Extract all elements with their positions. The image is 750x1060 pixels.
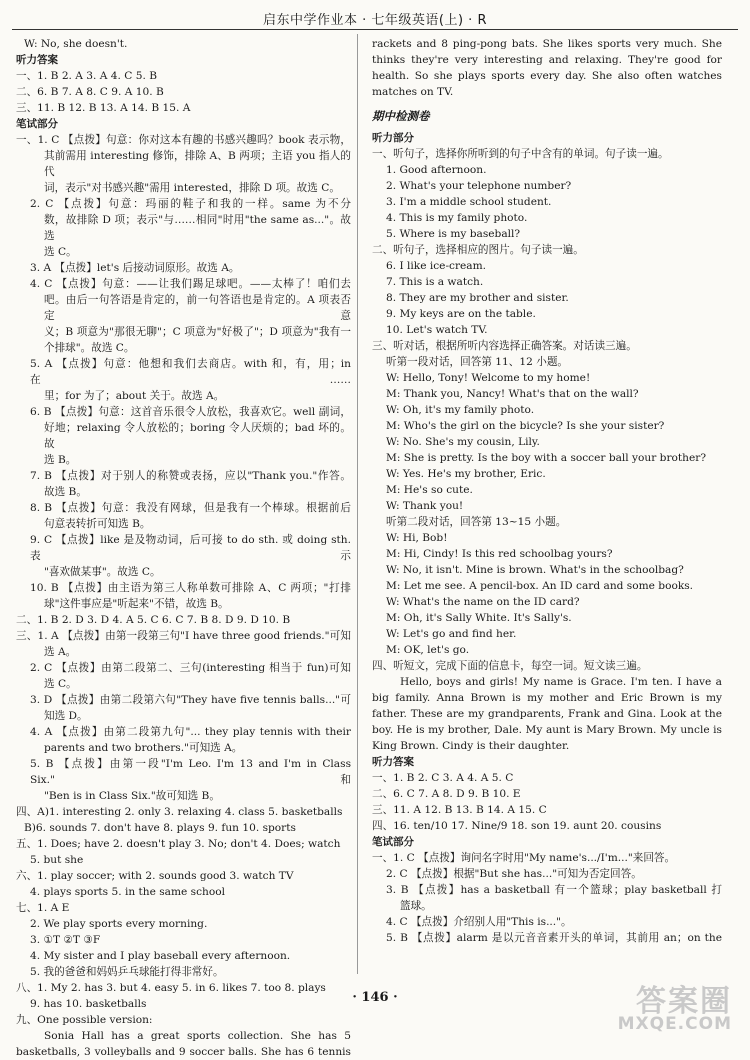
text-line: 2. What's your telephone number?: [386, 180, 572, 192]
text-line: big family. Anna Brown is my mother and Eric Brown is my: [372, 692, 722, 704]
text-line: 选 C。: [44, 246, 77, 258]
text-line: 3. A 【点拨】let's 后接动词原形。故选 A。: [30, 262, 240, 274]
text-line: 听第一段对话，回答第 11、12 小题。: [386, 356, 569, 368]
text-line: W: Thank you!: [386, 500, 464, 512]
text-line: 3. B 【点拨】has a basketball 有一个篮球；play basketball 打: [386, 884, 722, 896]
text-line: 一、1. B 2. A 3. A 4. C 5. B: [16, 70, 158, 82]
text-line: W: No, she doesn't.: [24, 38, 128, 50]
text-line: 六、1. play soccer; with 2. sounds good 3. watch TV: [16, 870, 294, 882]
text-line: W: No. She's my cousin, Lily.: [386, 436, 540, 448]
text-line: King Brown. Cindy is their daughter.: [372, 740, 570, 752]
text-line: 2. C 【点拨】句意：玛丽的鞋子和我的一样。same 为不分: [30, 198, 351, 210]
text-line: 句意表转折可知选 B。: [44, 518, 151, 530]
text-line: 9. My keys are on the table.: [386, 308, 536, 320]
text-line: 8. B 【点拨】句意：我没有网球，但是我有一个棒球。根据前后: [30, 502, 351, 514]
text-line: 4. plays sports 5. in the same school: [30, 886, 226, 898]
text-line: 三、听对话，根据所听内容选择正确答案。对话读三遍。: [372, 340, 637, 352]
text-line: 笔试部分: [372, 836, 414, 848]
right-column: [372, 36, 722, 946]
text-line: 2. C 【点拨】根据"But she has..."可知为否定回答。: [386, 868, 642, 880]
text-line: M: Who's the girl on the bicycle? Is she your sister?: [386, 420, 665, 432]
text-line: W: Oh, it's my family photo.: [386, 404, 535, 416]
text-line: M: Thank you, Nancy! What's that on the wall?: [386, 388, 639, 400]
text-line: 一、1. C 【点拨】句意：你对这本有趣的书感兴趣吗？book 表示物，: [16, 134, 351, 146]
text-line: 吧。由后一句答语是肯定的，前一句答语也是肯定的。A 项表否定意: [44, 294, 351, 322]
text-line: 选 A。: [44, 646, 77, 658]
text-line: 5. B 【点拨】由第一段"I'm Leo. I'm 13 and I'm in Class Six."和: [30, 758, 351, 786]
text-line: 一、1. B 2. C 3. A 4. A 5. C: [372, 772, 514, 784]
text-line: 好地；relaxing 令人放松的；boring 令人厌烦的；bad 坏的。故: [44, 422, 351, 450]
header-rule: [12, 29, 738, 30]
text-line: 7. B 【点拨】对于别人的称赞或表扬，应以"Thank you."作答。: [30, 470, 351, 482]
text-line: M: He's so cute.: [386, 484, 473, 496]
text-line: 词，表示"对书感兴趣"需用 interested，排除 D 项。故选 C。: [44, 182, 340, 194]
text-line: 四、听短文，完成下面的信息卡，每空一词。短文读三遍。: [372, 660, 648, 672]
text-line: 听第二段对话，回答第 13~15 小题。: [386, 516, 567, 528]
text-line: thinks they're very interesting and relaxing. They're good for: [372, 54, 722, 66]
text-line: basketballs, 3 volleyballs and 9 soccer balls. She has 6 tennis: [16, 1046, 351, 1058]
text-line: 期中检测卷: [372, 109, 430, 123]
text-line: "喜欢做某事"。故选 C。: [44, 566, 161, 578]
text-line: 7. This is a watch.: [386, 276, 484, 288]
text-line: "Ben is in Class Six."故可知选 B。: [44, 790, 220, 802]
text-line: 3. ①T ②T ③F: [30, 934, 101, 946]
text-line: 二、6. C 7. A 8. D 9. B 10. E: [372, 788, 521, 800]
text-line: 听力答案: [372, 756, 414, 768]
text-line: M: Oh, it's Sally White. It's Sally's.: [386, 612, 572, 624]
text-line: Sonia Hall has a great sports collection. She has 5: [44, 1030, 351, 1042]
text-line: 故选 B。: [44, 486, 87, 498]
text-line: 4. A 【点拨】由第二段第九句"... they play tennis with their: [30, 726, 351, 738]
text-line: 篮球。: [400, 900, 432, 912]
text-line: 个排球"。故选 C。: [44, 342, 135, 354]
text-line: health. So she plays sports every day. She also often watches: [372, 70, 722, 82]
text-line: M: She is pretty. Is the boy with a soccer ball your brother?: [386, 452, 706, 464]
text-line: boy. He is my brother, Dale. My aunt is Mary Brown. My uncle is: [372, 724, 722, 736]
text-line: father. These are my grandparents, Frank and Gina. Look at the: [372, 708, 722, 720]
text-line: 4. C 【点拨】介绍别人用"This is..."。: [386, 916, 572, 928]
text-line: matches on TV.: [372, 86, 454, 98]
text-line: 听力答案: [16, 54, 58, 66]
text-line: W: Hello, Tony! Welcome to my home!: [386, 372, 591, 384]
text-line: 10. Let's watch TV.: [386, 324, 488, 336]
column-divider: [357, 34, 358, 974]
text-line: B)6. sounds 7. don't have 8. plays 9. fun 10. sports: [24, 822, 296, 834]
text-line: 七、1. A E: [16, 902, 70, 914]
header-title: 启东中学作业本 · 七年级英语(上) · R: [263, 13, 487, 28]
text-line: 三、1. A 【点拨】由第一段第三句"I have three good friends."可知: [16, 630, 351, 642]
text-line: 3. D 【点拨】由第二段第六句"They have five tennis balls..."可: [30, 694, 351, 706]
text-line: W: No, it isn't. Mine is brown. What's in the schoolbag?: [386, 564, 684, 576]
text-line: 6. I like ice-cream.: [386, 260, 487, 272]
watermark-url: MXQE.COM: [617, 1014, 732, 1034]
text-line: 4. This is my family photo.: [386, 212, 528, 224]
text-line: 三、11. B 12. B 13. A 14. B 15. A: [16, 102, 191, 114]
text-line: W: Hi, Bob!: [386, 532, 448, 544]
text-line: 3. I'm a middle school student.: [386, 196, 552, 208]
text-line: 知选 D。: [44, 710, 88, 722]
text-line: 二、1. B 2. D 3. D 4. A 5. C 6. C 7. B 8. D 9. D 10. B: [16, 614, 291, 626]
page-header: [0, 0, 750, 30]
text-line: 听力部分: [372, 132, 414, 144]
text-line: 5. 我的爸爸和妈妈乒乓球能打得非常好。: [30, 966, 224, 978]
text-line: 其前需用 interesting 修饰，排除 A、B 两项；主语 you 指人的代: [44, 150, 351, 178]
text-line: 5. A 【点拨】句意：他想和我们去商店。with 和，有，用；in 在……: [30, 358, 351, 386]
text-line: 笔试部分: [16, 118, 58, 130]
text-line: 球"这件事应是"听起来"不错，故选 B。: [44, 598, 229, 610]
text-line: 五、1. Does; have 2. doesn't play 3. No; don't 4. Does; watch: [16, 838, 341, 850]
text-line: 九、One possible version:: [16, 1014, 153, 1026]
text-line: 9. has 10. basketballs: [30, 998, 147, 1010]
text-line: parents and two brothers."可知选 A。: [44, 742, 243, 754]
text-line: W: What's the name on the ID card?: [386, 596, 580, 608]
text-line: 四、A)1. interesting 2. only 3. relaxing 4. class 5. basketballs: [16, 806, 343, 818]
text-line: 4. C 【点拨】句意：——让我们踢足球吧。——太棒了！咱们去: [30, 278, 351, 290]
text-line: 2. We play sports every morning.: [30, 918, 208, 930]
text-line: 四、16. ten/10 17. Nine/9 18. son 19. aunt 20. cousins: [372, 820, 662, 832]
watermark-logo-text: 答案圈: [636, 984, 732, 1019]
text-line: 二、6. B 7. A 8. C 9. A 10. B: [16, 86, 164, 98]
text-line: 选 B。: [44, 454, 77, 466]
text-line: 1. Good afternoon.: [386, 164, 487, 176]
site-watermark: [618, 976, 732, 1034]
text-line: M: Let me see. A pencil-box. An ID card and some books.: [386, 580, 694, 592]
text-line: 5. Where is my baseball?: [386, 228, 521, 240]
text-line: 义；B 项意为"那很无聊"；C 项意为"好极了"；D 项意为"我有一: [44, 326, 351, 338]
text-line: 三、11. A 12. B 13. B 14. A 15. C: [372, 804, 547, 816]
text-line: 一、听句子，选择你所听到的句子中含有的单词。句子读一遍。: [372, 148, 669, 160]
text-line: 选 C。: [44, 678, 77, 690]
text-line: 5. B 【点拨】alarm 是以元音音素开头的单词，其前用 an；on the: [386, 932, 722, 944]
text-line: rackets and 8 ping-pong bats. She likes sports very much. She: [372, 38, 722, 50]
text-line: 二、听句子，选择相应的图片。句子读一遍。: [372, 244, 584, 256]
text-line: 10. B 【点拨】由主语为第三人称单数可排除 A、C 两项；"打排: [30, 582, 351, 594]
text-line: 5. but she: [30, 854, 84, 866]
left-column: [16, 36, 351, 1060]
text-line: M: OK, let's go.: [386, 644, 470, 656]
text-line: M: Hi, Cindy! Is this red schoolbag yours?: [386, 548, 613, 560]
text-line: W: Yes. He's my brother, Eric.: [386, 468, 546, 480]
text-line: 9. C 【点拨】like 是及物动词，后可接 to do sth. 或 doing sth. 表示: [30, 534, 351, 562]
text-line: 一、1. C 【点拨】询问名字时用"My name's.../I'm..."来回答。: [372, 852, 676, 864]
text-line: 8. They are my brother and sister.: [386, 292, 569, 304]
text-line: 2. C 【点拨】由第二段第二、三句(interesting 相当于 fun)可知: [30, 662, 351, 674]
text-line: 八、1. My 2. has 3. but 4. easy 5. in 6. likes 7. too 8. plays: [16, 982, 326, 994]
text-line: 6. B 【点拨】句意：这首音乐很令人放松，我喜欢它。well 副词，: [30, 406, 351, 418]
text-line: 4. My sister and I play baseball every afternoon.: [30, 950, 291, 962]
text-line: W: Let's go and find her.: [386, 628, 517, 640]
page-number: · 146 ·: [352, 990, 398, 1005]
text-line: 里；for 为了；about 关于。故选 A。: [44, 390, 225, 402]
text-line: Hello, boys and girls! My name is Grace. I'm ten. I have a: [400, 676, 722, 688]
text-line: 数，故排除 D 项；表示"与……相同"时用"the same as..."。故选: [44, 214, 351, 242]
